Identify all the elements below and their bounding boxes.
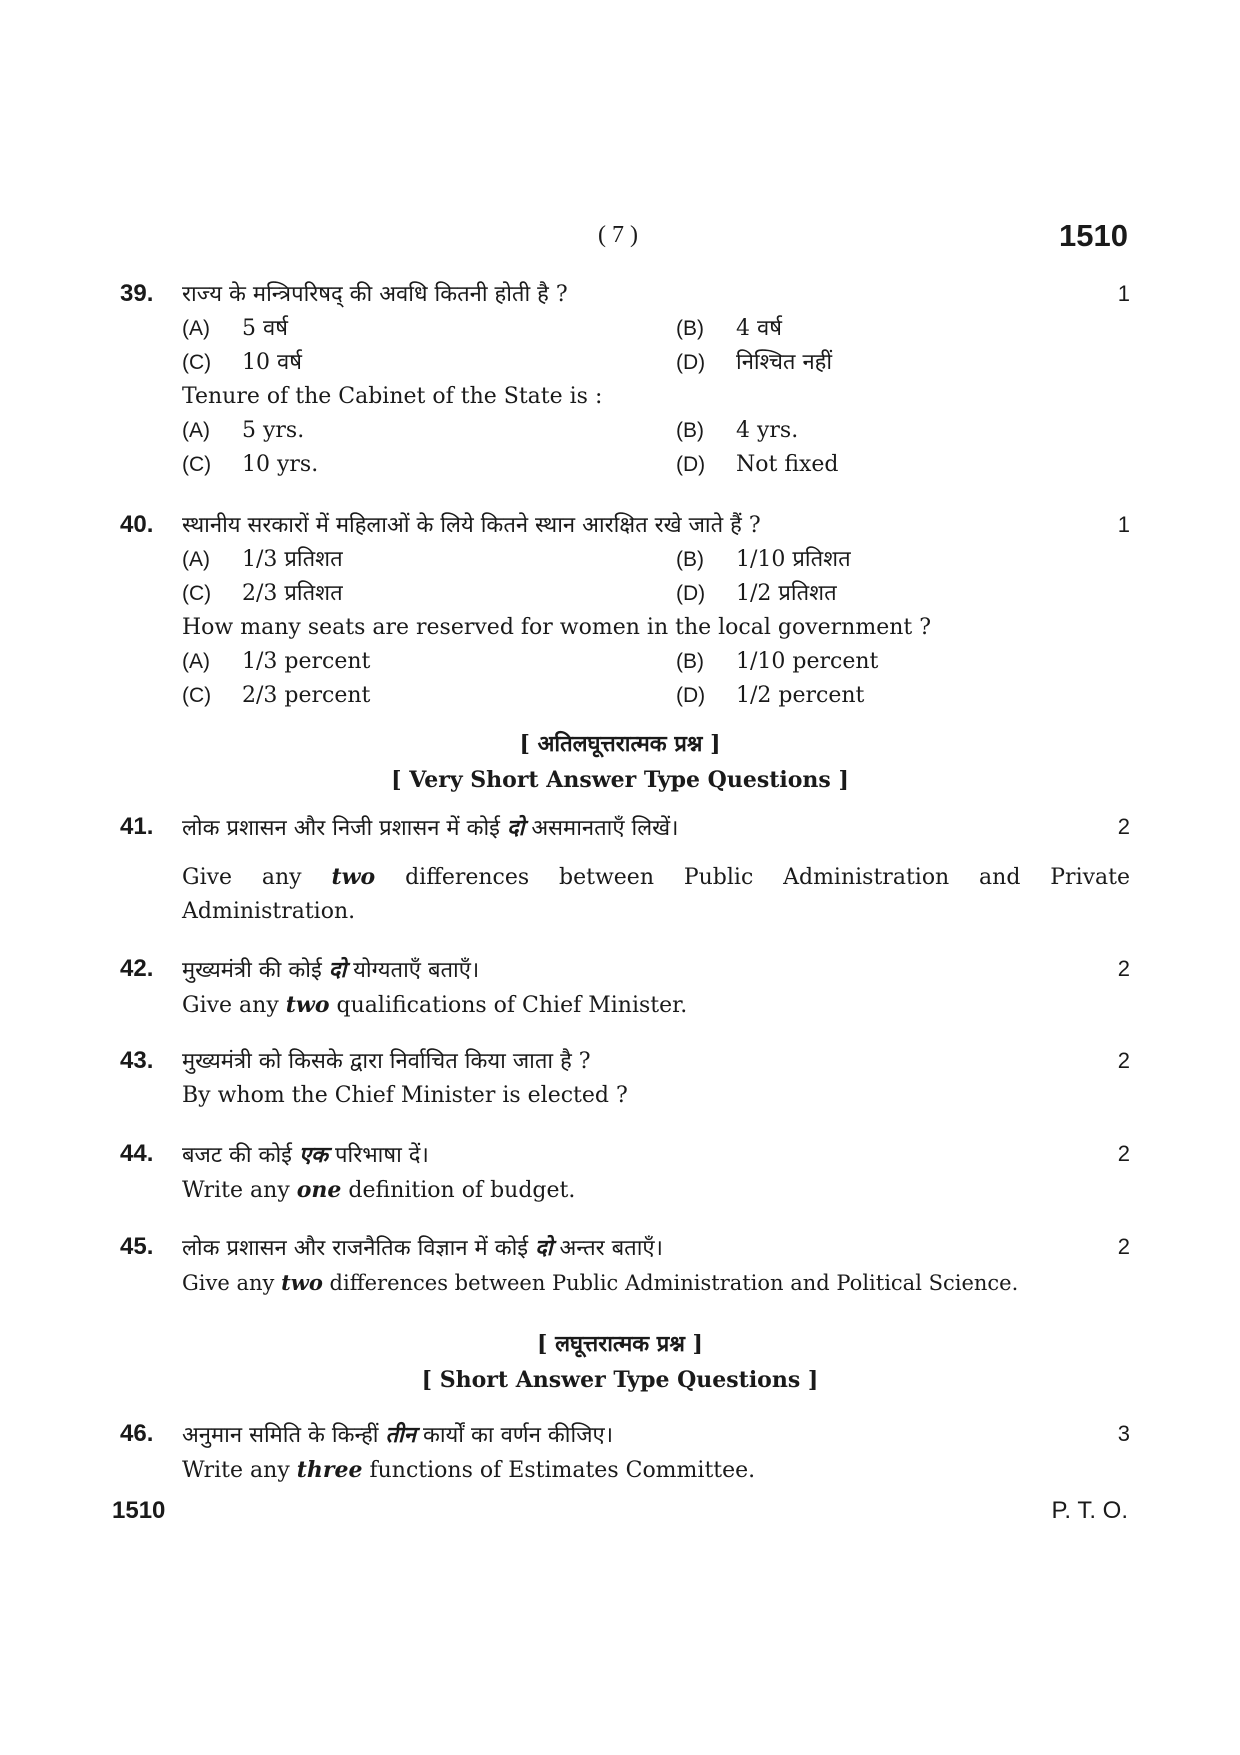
option-b: (B) 4 yrs. xyxy=(676,418,799,443)
options-english xyxy=(182,645,1130,713)
question-45 xyxy=(120,1231,1130,1300)
question-text-english: Write any three functions of Estimates Committee. xyxy=(182,1457,756,1483)
paper-code-footer: 1510 xyxy=(112,1497,166,1524)
marks: 2 xyxy=(1117,956,1130,981)
question-40 xyxy=(120,509,1130,713)
question-text-hindi: लोक प्रशासन और राजनैतिक विज्ञान में कोई दो अन्तर बताएँ। xyxy=(182,1235,663,1261)
question-43 xyxy=(120,1045,1130,1113)
options-hindi xyxy=(182,312,1130,380)
page-number: ( 7 ) xyxy=(598,222,638,248)
marks: 1 xyxy=(1117,281,1130,306)
section-title-english: [ Short Answer Type Questions ] xyxy=(421,1367,819,1393)
option-d: (D) 1/2 प्रतिशत xyxy=(676,581,837,606)
option-a: (A) 1/3 percent xyxy=(182,649,371,674)
question-text-english: Tenure of the Cabinet of the State is : xyxy=(182,384,603,409)
section-heading-very-short xyxy=(0,727,1240,797)
question-text-hindi: बजट की कोई एक परिभाषा दें। xyxy=(182,1142,429,1168)
question-41 xyxy=(120,811,1130,929)
question-text-english-cont: Administration. xyxy=(182,899,356,924)
option-b: (B) 1/10 प्रतिशत xyxy=(676,547,851,572)
question-number: 44. xyxy=(120,1140,154,1167)
marks: 1 xyxy=(1117,512,1130,537)
option-c: (C) 2/3 प्रतिशत xyxy=(182,581,343,606)
question-42 xyxy=(120,953,1130,1023)
question-number: 45. xyxy=(120,1233,154,1260)
marks: 2 xyxy=(1117,1048,1130,1073)
marks: 3 xyxy=(1117,1421,1130,1446)
marks: 2 xyxy=(1117,1141,1130,1166)
option-d: (D) 1/2 percent xyxy=(676,683,865,708)
section-title-hindi: [ अतिलघूत्तरात्मक प्रश्न ] xyxy=(519,731,721,757)
options-hindi xyxy=(182,543,1130,611)
marks: 2 xyxy=(1117,814,1130,839)
section-heading-short xyxy=(0,1327,1240,1397)
section-title-english: [ Very Short Answer Type Questions ] xyxy=(391,767,849,793)
option-d: (D) निश्चित नहीं xyxy=(676,350,833,375)
question-number: 39. xyxy=(120,280,154,307)
option-b: (B) 1/10 percent xyxy=(676,649,879,674)
options-english xyxy=(182,414,1130,482)
question-text-english: Give any two qualifications of Chief Minister. xyxy=(182,992,688,1018)
option-b: (B) 4 वर्ष xyxy=(676,316,782,341)
section-title-hindi: [ लघूत्तरात्मक प्रश्न ] xyxy=(537,1331,703,1357)
option-a: (A) 5 yrs. xyxy=(182,418,305,443)
option-c: (C) 10 yrs. xyxy=(182,452,319,477)
question-number: 42. xyxy=(120,955,154,982)
question-text-hindi: मुख्यमंत्री को किसके द्वारा निर्वाचित किया जाता है ? xyxy=(182,1049,591,1074)
question-text-hindi: स्थानीय सरकारों में महिलाओं के लिये कितने स्थान आरक्षित रखे जाते हैं ? xyxy=(182,513,761,538)
question-text-hindi: लोक प्रशासन और निजी प्रशासन में कोई दो असमानताएँ लिखें। xyxy=(182,815,679,841)
question-text-english: Give any two differences between Public Administration and Political Science. xyxy=(182,1270,1019,1295)
marks: 2 xyxy=(1117,1234,1130,1259)
question-text-hindi: राज्य के मन्त्रिपरिषद् की अवधि कितनी होती है ? xyxy=(182,282,568,307)
option-a: (A) 5 वर्ष xyxy=(182,316,288,341)
question-text-english: Give any two differences between Public Administration and Private xyxy=(182,864,1131,890)
option-c: (C) 2/3 percent xyxy=(182,683,371,708)
option-d: (D) Not fixed xyxy=(676,452,839,477)
please-turn-over: P. T. O. xyxy=(1051,1497,1128,1524)
question-text-english: Write any one definition of budget. xyxy=(182,1177,576,1203)
option-a: (A) 1/3 प्रतिशत xyxy=(182,547,343,572)
question-number: 43. xyxy=(120,1047,154,1074)
question-number: 46. xyxy=(120,1420,154,1447)
question-44 xyxy=(120,1138,1130,1208)
option-c: (C) 10 वर्ष xyxy=(182,350,302,375)
question-text-english: By whom the Chief Minister is elected ? xyxy=(182,1083,628,1108)
question-text-hindi: अनुमान समिति के किन्हीं तीन कार्यों का वर्णन कीजिए। xyxy=(182,1422,614,1448)
question-text-english: How many seats are reserved for women in the local government ? xyxy=(182,615,932,640)
question-number: 41. xyxy=(120,813,154,840)
question-39 xyxy=(120,278,1130,482)
paper-code-header: 1510 xyxy=(1059,218,1128,253)
question-number: 40. xyxy=(120,511,154,538)
question-text-hindi: मुख्यमंत्री की कोई दो योग्यताएँ बताएँ। xyxy=(182,957,480,983)
question-46 xyxy=(120,1418,1130,1488)
